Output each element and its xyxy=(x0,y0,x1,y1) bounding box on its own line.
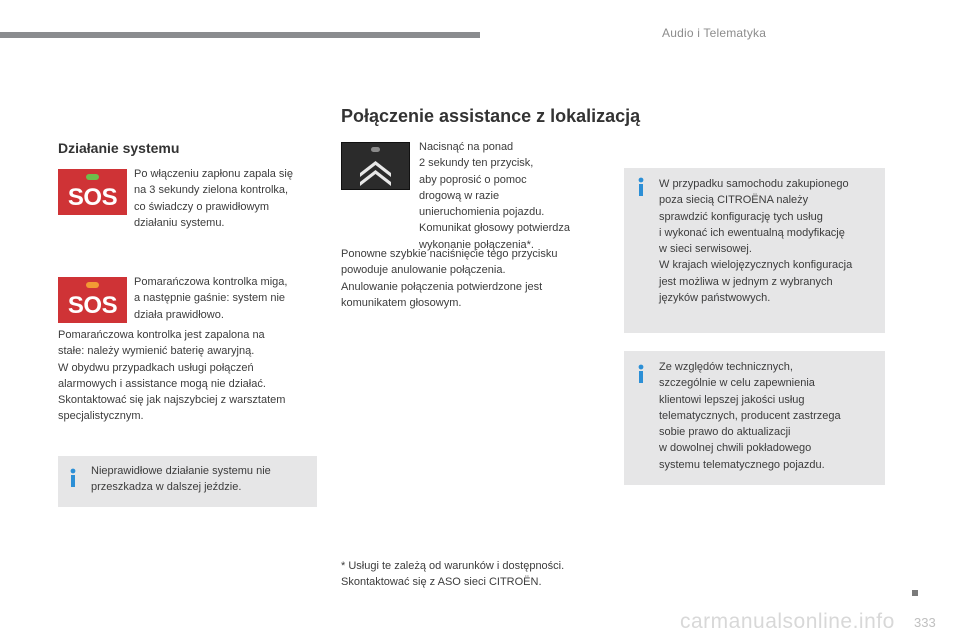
footnote-text: * Usługi te zależą od warunków i dostępności. Skontaktować się z ASO sieci CITROËN. xyxy=(341,560,565,589)
info-icon xyxy=(68,468,78,488)
side-note-configuration: W przypadku samochodu zakupionego poza siecią CITROËNA należy sprawdzić konfigurację tych usług i wykonać ich ewentualną modyfikację w sieci serwisowej. W krajach wielojęzycznych konfiguracja jest możliwa w jednym z wybranych języków państwowych. xyxy=(659,178,853,305)
section-title: Audio i Telematyka xyxy=(662,26,767,40)
info-icon xyxy=(636,177,646,197)
info-icon xyxy=(636,364,646,384)
footer-square-icon xyxy=(912,590,918,596)
header-bar xyxy=(0,32,480,38)
cancel-text: Ponowne szybkie naciśnięcie tego przycisku powoduje anulowanie połączenia. Anulowanie połączenia potwierdzone jest komunikatem głosowym. xyxy=(341,248,558,309)
side-note-technical: Ze względów technicznych, szczególnie w celu zapewnienia klientowi lepszej jakości usług telematycznych, producent zastrzega sobie prawo do aktualizacji w dowolnej chwili pokładowego systemu telematycznego pojazdu. xyxy=(659,361,841,471)
assistance-chevron-icon xyxy=(342,143,409,189)
button-instruction-text: Nacisnąć na ponad 2 sekundy ten przycisk, aby poprosić o pomoc drogową w razie unieruchomienia pojazdu. Komunikat głosowy potwierdza wykonanie połączenia*. xyxy=(419,141,571,251)
green-led-text: Po włączeniu zapłonu zapala się na 3 sekundy zielona kontrolka, co świadczy o prawidłowym działaniu systemu. xyxy=(134,168,293,229)
system-heading: Działanie systemu xyxy=(58,140,180,156)
sos-indicator-green xyxy=(58,169,127,215)
sos-label: SOS xyxy=(67,292,118,319)
orange-blink-text: Pomarańczowa kontrolka miga, a następnie gaśnie: system nie działa prawidłowo. xyxy=(134,276,288,321)
sos-indicator-orange xyxy=(58,277,127,323)
assistance-button-image xyxy=(341,142,410,190)
page-title: Połączenie assistance z lokalizacją xyxy=(341,106,641,126)
info-box-system xyxy=(58,456,317,507)
info-note-text: Nieprawidłowe działanie systemu nie przeszkadza w dalszej jeździe. xyxy=(91,465,271,494)
info-box-technical xyxy=(624,351,885,485)
green-led-icon xyxy=(86,174,99,180)
info-box-configuration xyxy=(624,168,885,333)
orange-led-icon xyxy=(86,282,99,288)
page-number: 333 xyxy=(914,615,936,630)
orange-fixed-text: Pomarańczowa kontrolka jest zapalona na stałe: należy wymienić baterię awaryjną. W obydwu przypadkach usługi połączeń alarmowych i assistance mogą nie działać. Skontaktować się jak najszybciej z warsztatem specjalistycznym. xyxy=(58,329,286,423)
watermark: carmanualsonline.info xyxy=(680,610,895,633)
sos-label: SOS xyxy=(67,184,118,211)
